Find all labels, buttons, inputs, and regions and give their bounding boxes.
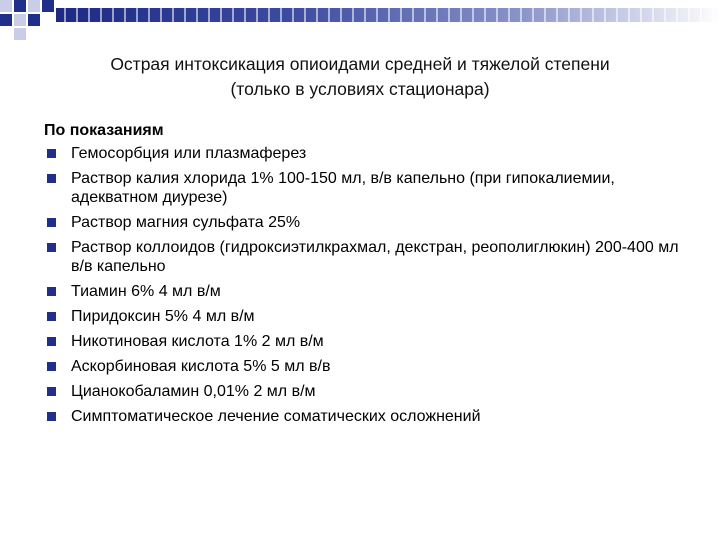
square-bullet-icon — [47, 337, 56, 346]
top-bar-cell — [332, 8, 342, 22]
top-bar-cell — [656, 8, 666, 22]
top-bar-cell — [152, 8, 162, 22]
top-bar-cell — [704, 8, 714, 22]
top-bar-cell — [392, 8, 402, 22]
list-item-text: Никотиновая кислота 1% 2 мл в/м — [71, 333, 324, 350]
list-item — [44, 238, 684, 276]
decor-square — [28, 0, 40, 12]
top-bar-cell — [212, 8, 222, 22]
top-bar-cell — [380, 8, 390, 22]
top-bar-cell — [368, 8, 378, 22]
top-bar-cell — [140, 8, 150, 22]
top-bar-cell — [440, 8, 450, 22]
section-heading: По показаниям — [44, 122, 164, 139]
square-bullet-icon — [47, 174, 56, 183]
top-bar-cell — [284, 8, 294, 22]
title-line-1: Острая интоксикация опиоидами средней и тяжелой степени — [110, 54, 610, 74]
top-bar-cell — [248, 8, 258, 22]
top-bar-cell — [452, 8, 462, 22]
top-bar-cell — [632, 8, 642, 22]
top-bar-cell — [644, 8, 654, 22]
list-item-text: Аскорбиновая кислота 5% 5 мл в/в — [71, 358, 331, 375]
list-item — [44, 332, 684, 351]
top-bar-cell — [428, 8, 438, 22]
slide-title — [40, 52, 680, 102]
top-bar-cell — [164, 8, 174, 22]
top-bar-cell — [56, 8, 66, 22]
list-item-text: Тиамин 6% 4 мл в/м — [71, 283, 221, 300]
top-bar-cell — [296, 8, 306, 22]
square-bullet-icon — [47, 412, 56, 421]
top-bar-cell — [116, 8, 126, 22]
decor-square — [0, 0, 12, 12]
top-bar-cell — [200, 8, 210, 22]
top-bar-cell — [188, 8, 198, 22]
top-bar-cell — [668, 8, 678, 22]
square-bullet-icon — [47, 218, 56, 227]
list-item-text: Пиридоксин 5% 4 мл в/м — [71, 308, 255, 325]
decor-square — [14, 28, 26, 40]
top-bar-cell — [260, 8, 270, 22]
list-item — [44, 169, 684, 207]
bullet-list — [44, 144, 684, 426]
top-bar-cell — [416, 8, 426, 22]
top-bar-cell — [608, 8, 618, 22]
list-item-text: Раствор калия хлорида 1% 100-150 мл, в/в капельно (при гипокалиемии, адекватном диурезе) — [71, 170, 615, 206]
square-bullet-icon — [47, 387, 56, 396]
square-bullet-icon — [47, 287, 56, 296]
title-line-2: (только в условиях стационара) — [230, 79, 490, 99]
list-item-text: Раствор коллоидов (гидроксиэтилкрахмал, декстран, реополиглюкин) 200-400 мл в/в капельно — [71, 239, 679, 275]
top-bar-cell — [464, 8, 474, 22]
top-bar-cell — [572, 8, 582, 22]
top-bar-cell — [584, 8, 594, 22]
top-decorative-bar — [56, 8, 720, 22]
decor-square — [14, 14, 26, 26]
square-bullet-icon — [47, 149, 56, 158]
decor-square — [0, 14, 12, 26]
top-bar-cell — [272, 8, 282, 22]
square-bullet-icon — [47, 243, 56, 252]
top-bar-cell — [560, 8, 570, 22]
list-item — [44, 407, 684, 426]
top-bar-cell — [488, 8, 498, 22]
top-bar-cell — [620, 8, 630, 22]
top-bar-cell — [476, 8, 486, 22]
slide-content — [44, 120, 684, 432]
top-bar-cell — [356, 8, 366, 22]
decor-square — [28, 14, 40, 26]
top-bar-cell — [692, 8, 702, 22]
list-item-text: Симптоматическое лечение соматических осложнений — [71, 408, 481, 425]
decor-square — [14, 0, 26, 12]
top-bar-cell — [92, 8, 102, 22]
list-item — [44, 144, 684, 163]
list-item — [44, 357, 684, 376]
top-bar-cell — [524, 8, 534, 22]
top-bar-cell — [236, 8, 246, 22]
decorative-squares — [0, 0, 60, 42]
top-bar-cell — [512, 8, 522, 22]
decor-square — [42, 0, 54, 12]
top-bar-cell — [68, 8, 78, 22]
list-item — [44, 282, 684, 301]
top-bar-cell — [536, 8, 546, 22]
top-bar-cell — [500, 8, 510, 22]
top-bar-cell — [80, 8, 90, 22]
top-bar-cell — [104, 8, 114, 22]
list-item — [44, 213, 684, 232]
top-bar-cell — [128, 8, 138, 22]
top-bar-cell — [224, 8, 234, 22]
top-bar-cell — [548, 8, 558, 22]
top-bar-cell — [308, 8, 318, 22]
top-bar-cell — [596, 8, 606, 22]
list-item-text: Раствор магния сульфата 25% — [71, 214, 301, 231]
list-item — [44, 382, 684, 401]
top-bar-cell — [680, 8, 690, 22]
list-item-text: Цианокобаламин 0,01% 2 мл в/м — [71, 383, 316, 400]
top-bar-cell — [344, 8, 354, 22]
top-bar-cell — [176, 8, 186, 22]
top-bar-cell — [404, 8, 414, 22]
top-bar-cell — [320, 8, 330, 22]
square-bullet-icon — [47, 362, 56, 371]
square-bullet-icon — [47, 312, 56, 321]
list-item — [44, 307, 684, 326]
list-item-text: Гемосорбция или плазмаферез — [71, 145, 307, 162]
